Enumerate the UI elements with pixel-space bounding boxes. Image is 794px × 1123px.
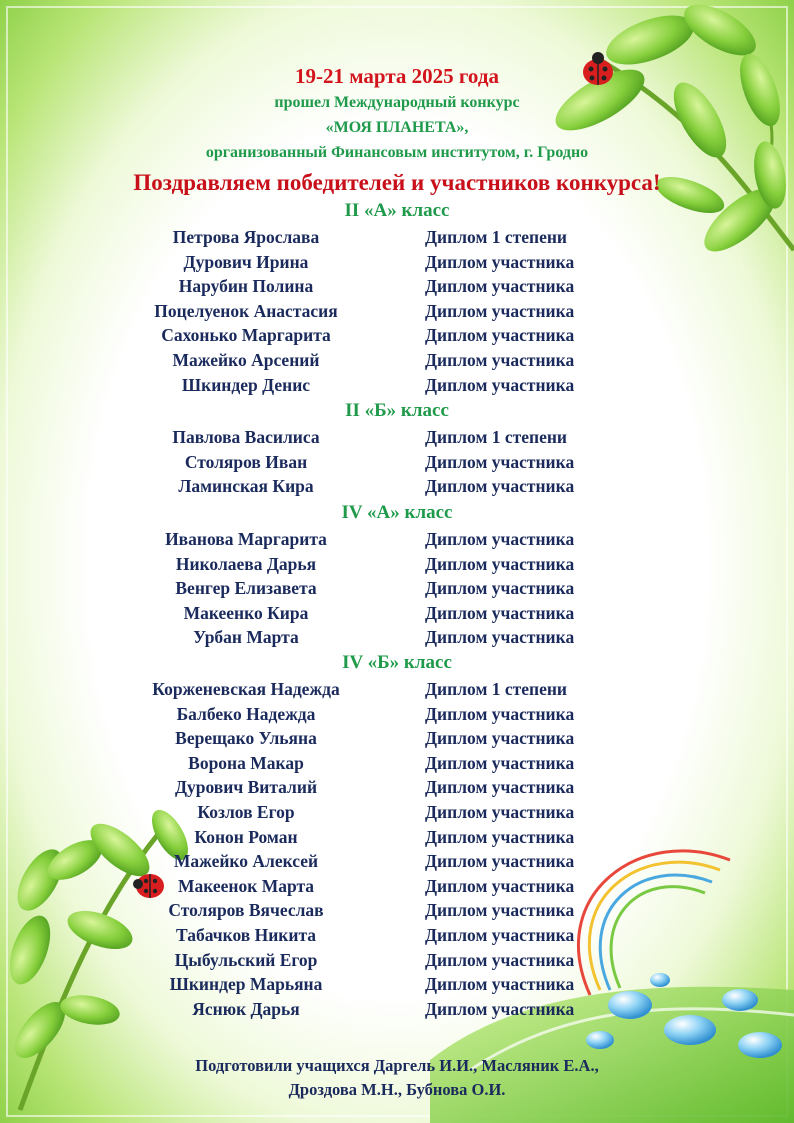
award-text: Диплом участника	[425, 325, 575, 346]
student-name: Столяров Иван	[184, 451, 308, 472]
result-row	[0, 802, 794, 826]
class-heading: IV «Б» класс	[342, 652, 452, 673]
student-name: Конон Роман	[194, 826, 298, 847]
result-row	[0, 375, 794, 399]
result-row	[0, 900, 794, 924]
award-text: Диплом участника	[425, 851, 575, 872]
award-text: Диплом участника	[425, 802, 575, 822]
result-row	[0, 554, 794, 578]
award-text: Диплом участника	[425, 777, 575, 798]
student-name: Дурович Виталий	[174, 777, 318, 798]
student-name: Балбеко Надежда	[176, 703, 316, 724]
student-name: Яснюк Дарья	[192, 998, 300, 1019]
result-row	[0, 603, 794, 627]
student-name: Корженевская Надежда	[152, 679, 340, 699]
award-text: Диплом участника	[425, 529, 575, 549]
congratulations-heading: Поздравляем победителей и участников конкурса!	[133, 170, 661, 195]
class-heading: IV «А» класс	[341, 502, 453, 523]
award-text: Диплом участника	[425, 949, 575, 970]
award-text: Диплом участника	[425, 925, 575, 945]
award-text: Диплом участника	[425, 627, 575, 648]
result-row	[0, 227, 794, 251]
result-row	[0, 728, 794, 752]
result-row	[0, 252, 794, 276]
organizer-line: организованный Финансовым институтом, г. Гродно	[205, 144, 589, 161]
award-text: Диплом участника	[425, 602, 575, 623]
result-row	[0, 704, 794, 728]
result-row	[0, 325, 794, 349]
student-name: Мажейко Алексей	[173, 851, 319, 872]
student-name: Ламинская Кира	[178, 476, 314, 497]
award-text: Диплом участника	[425, 974, 575, 995]
result-row	[0, 276, 794, 300]
result-row	[0, 999, 794, 1023]
student-name: Макеенко Кира	[183, 602, 309, 623]
award-text: Диплом 1 степени	[425, 679, 568, 699]
award-text: Диплом участника	[425, 998, 575, 1019]
class-heading: II «Б» класс	[345, 400, 449, 421]
student-name: Столяров Вячеслав	[168, 900, 324, 921]
student-name: Ворона Макар	[188, 752, 304, 773]
student-name: Верещако Ульяна	[175, 728, 317, 749]
result-row	[0, 476, 794, 500]
footer-line-1: Подготовили учащихся Даргель И.И., Масляник Е.А.,	[195, 1056, 599, 1075]
result-row	[0, 427, 794, 451]
student-name: Дурович Ирина	[183, 251, 309, 272]
result-row	[0, 529, 794, 553]
award-text: Диплом участника	[425, 451, 575, 472]
footer-line-2: Дроздова М.Н., Бубнова О.И.	[288, 1080, 506, 1099]
award-text: Диплом участника	[425, 728, 575, 749]
award-text: Диплом участника	[425, 350, 575, 370]
result-row	[0, 627, 794, 651]
award-text: Диплом участника	[425, 374, 575, 395]
result-row	[0, 827, 794, 851]
student-name: Николаева Дарья	[175, 553, 317, 574]
award-text: Диплом участника	[425, 900, 575, 921]
award-text: Диплом участника	[425, 251, 575, 272]
student-name: Сахонько Маргарита	[161, 325, 331, 346]
contest-name: «МОЯ ПЛАНЕТА»,	[325, 119, 469, 136]
award-text: Диплом участника	[425, 300, 575, 321]
student-name: Шкиндер Марьяна	[169, 974, 323, 995]
student-name: Петрова Ярослава	[172, 227, 320, 247]
result-row	[0, 777, 794, 801]
award-text: Диплом участника	[425, 752, 575, 773]
award-text: Диплом участника	[425, 826, 575, 847]
event-date: 19-21 марта 2025 года	[295, 64, 499, 88]
result-row	[0, 876, 794, 900]
result-row	[0, 452, 794, 476]
result-row	[0, 679, 794, 703]
student-name: Нарубин Полина	[178, 276, 314, 297]
student-name: Козлов Егор	[197, 802, 295, 822]
award-text: Диплом участника	[425, 476, 575, 497]
award-text: Диплом 1 степени	[425, 227, 568, 247]
student-name: Поцелуенок Анастасия	[154, 300, 338, 321]
student-name: Шкиндер Денис	[181, 374, 311, 395]
class-heading: II «А» класс	[344, 200, 450, 221]
award-text: Диплом 1 степени	[425, 427, 568, 447]
student-name: Павлова Василиса	[172, 427, 320, 447]
result-row	[0, 851, 794, 875]
student-name: Цыбульский Егор	[174, 949, 318, 970]
result-row	[0, 925, 794, 949]
student-name: Мажейко Арсений	[172, 350, 320, 370]
result-row	[0, 950, 794, 974]
result-row	[0, 974, 794, 998]
student-name: Иванова Маргарита	[165, 529, 327, 549]
student-name: Урбан Марта	[193, 627, 299, 648]
result-row	[0, 753, 794, 777]
award-text: Диплом участника	[425, 875, 575, 896]
result-row	[0, 578, 794, 602]
award-text: Диплом участника	[425, 578, 575, 599]
student-name: Венгер Елизавета	[175, 578, 317, 599]
student-name: Табачков Никита	[175, 925, 317, 945]
award-text: Диплом участника	[425, 276, 575, 297]
intro-line-1: прошел Международный конкурс	[274, 94, 520, 111]
award-text: Диплом участника	[425, 553, 575, 574]
award-text: Диплом участника	[425, 703, 575, 724]
result-row	[0, 301, 794, 325]
student-name: Макеенок Марта	[177, 875, 315, 896]
result-row	[0, 350, 794, 374]
